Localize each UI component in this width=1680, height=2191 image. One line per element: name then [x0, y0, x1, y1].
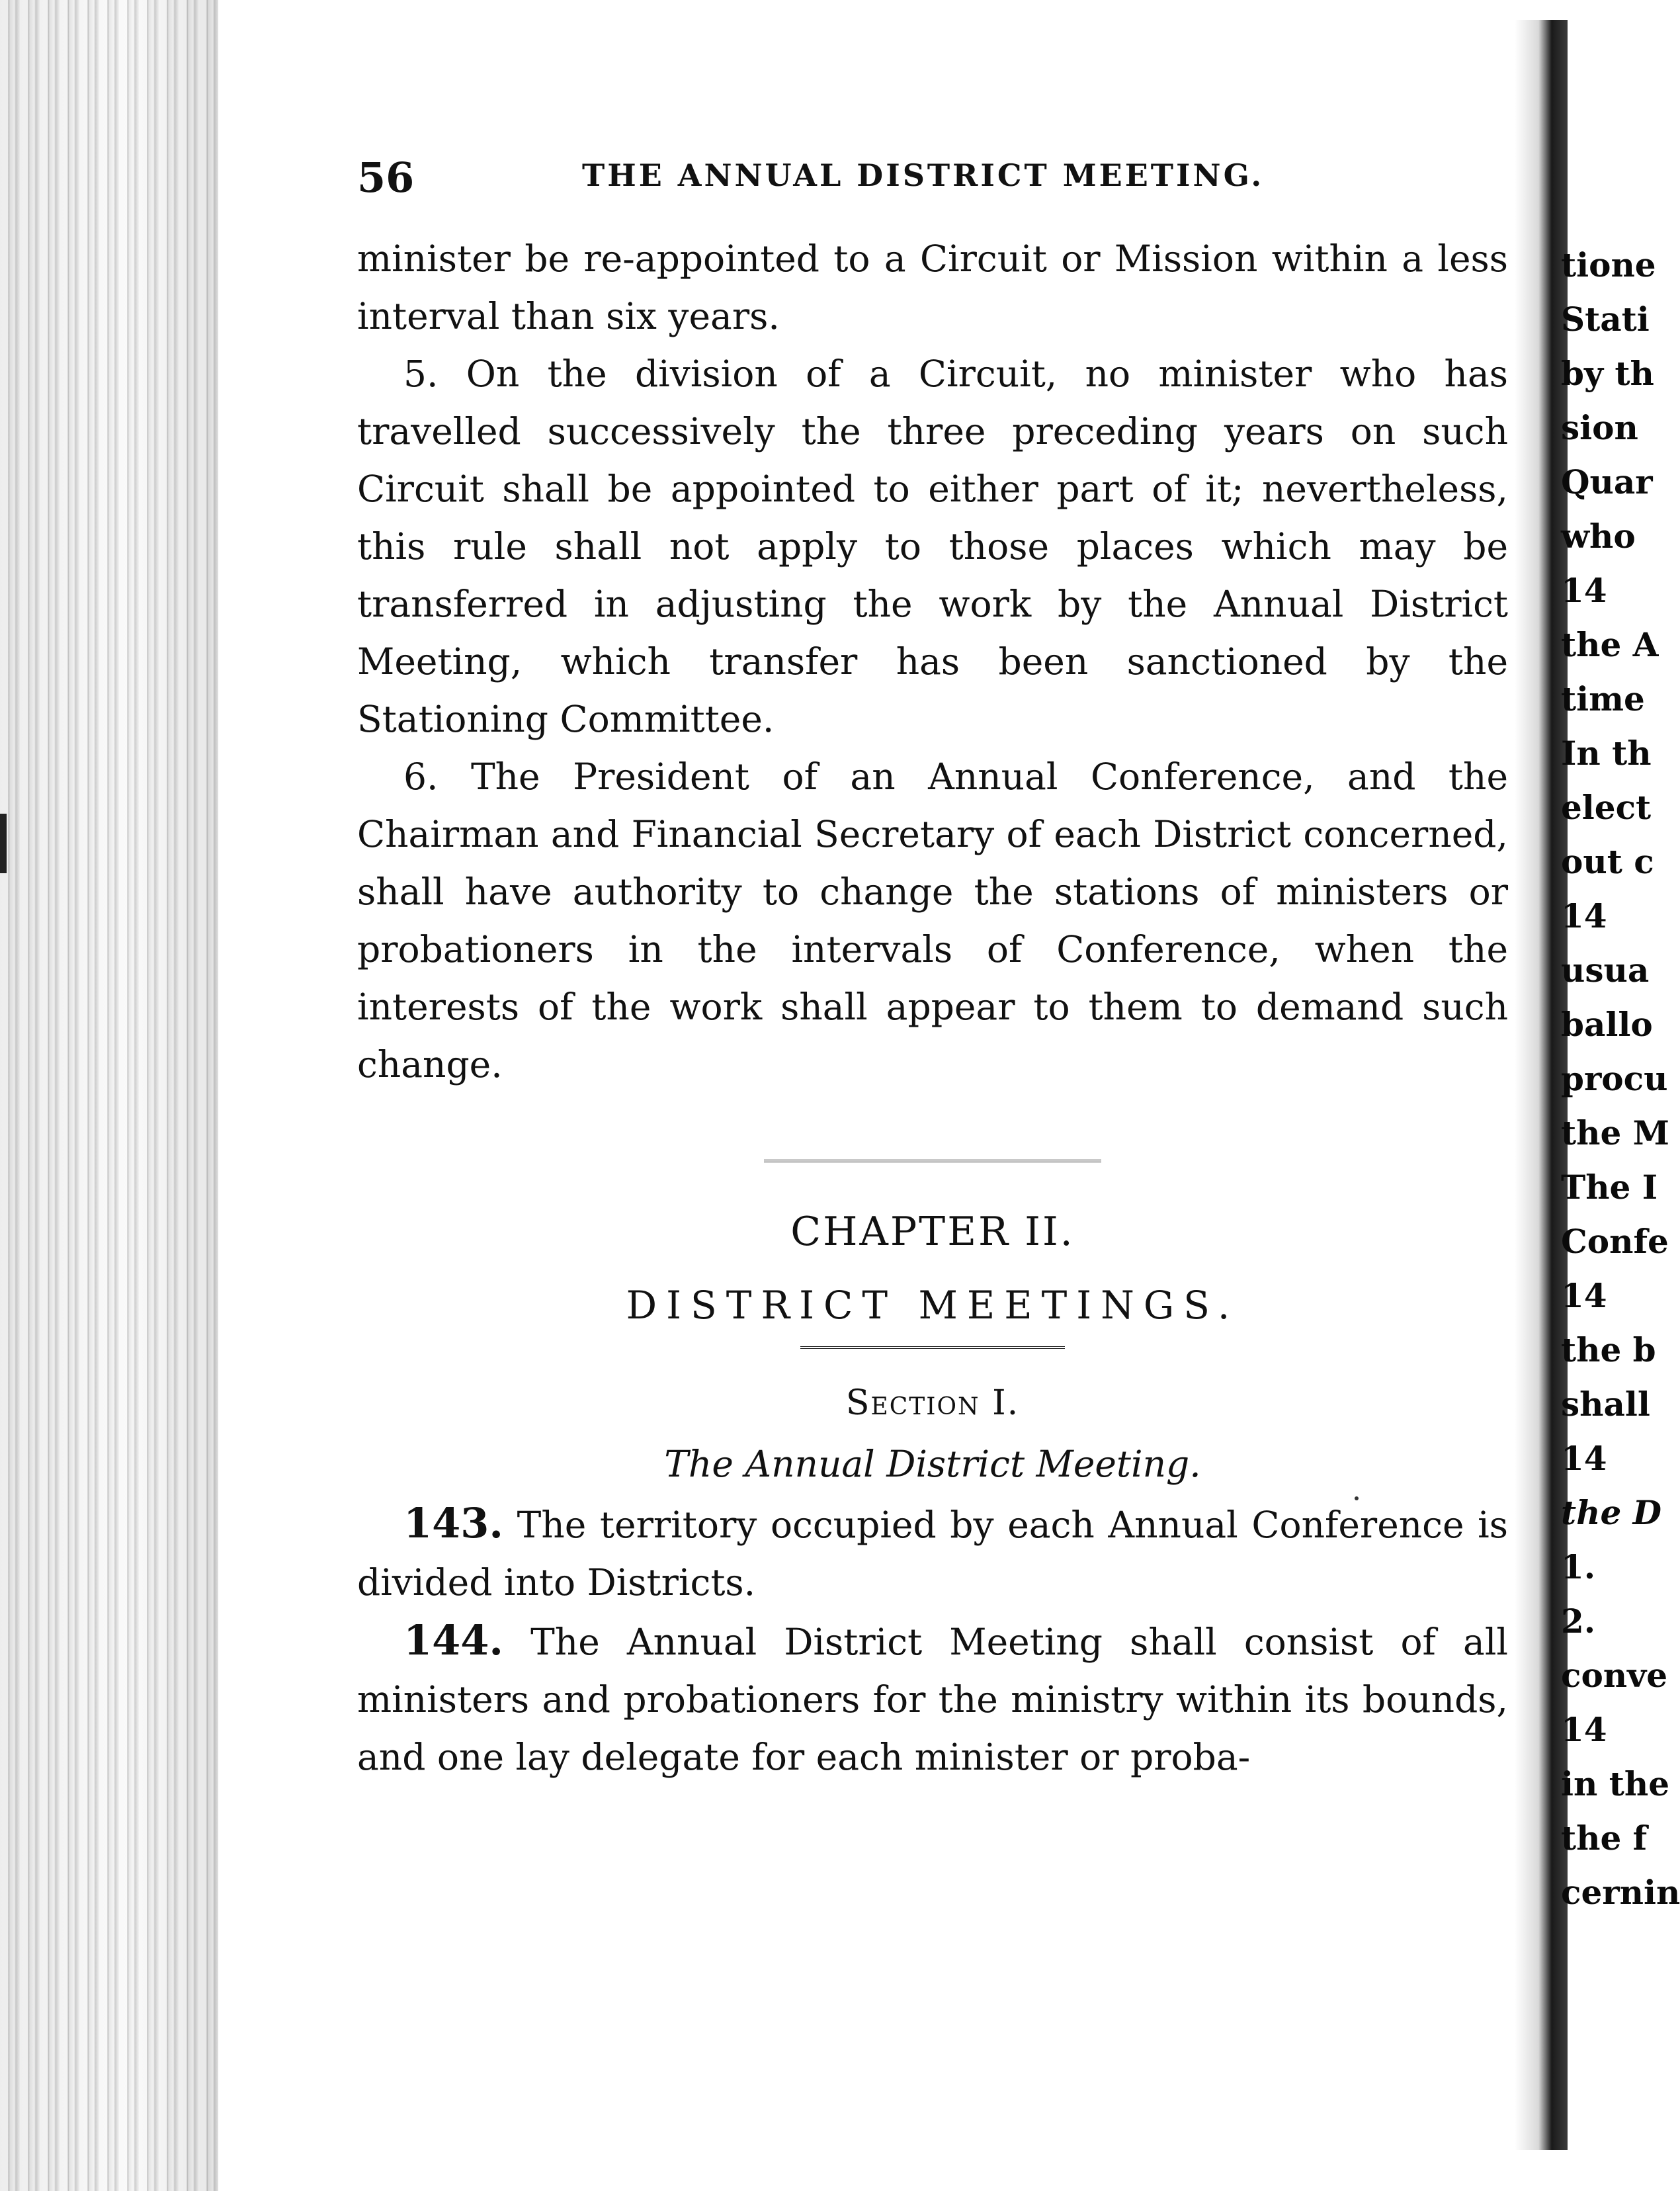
article-text: The Annual District Meeting shall consist of all ministers and probationers for the ministry within its bounds, and one lay delegate for each minister or proba- [357, 1621, 1508, 1778]
facing-page-line: sion [1561, 408, 1638, 447]
facing-page-line: the f [1561, 1819, 1648, 1858]
paragraph-continuation: minister be re-appointed to a Circuit or Mission within a less interval than six years. [357, 237, 1508, 337]
article-text: The territory occupied by each Annual Conference is divided into Districts. [357, 1504, 1508, 1604]
facing-page-line: Quar [1561, 462, 1653, 501]
facing-page-line: 14 [1561, 896, 1607, 935]
facing-page-line: out c [1561, 842, 1654, 881]
facing-page-line: shall [1561, 1385, 1650, 1424]
article-number: 143. [403, 1499, 504, 1547]
facing-page-line: In th [1561, 734, 1652, 773]
facing-page-line: procu [1561, 1059, 1668, 1098]
chapter-divider-rule [800, 1346, 1065, 1349]
facing-page-line: 14 [1561, 1710, 1607, 1749]
facing-page-fragment [1561, 238, 1680, 1991]
facing-page-line: tione [1561, 245, 1656, 284]
scan-edge-mark [0, 814, 7, 873]
article-144 [357, 1611, 1508, 1786]
book-page [357, 146, 1508, 1786]
facing-page-line: Confe [1561, 1222, 1669, 1261]
article-number: 144. [403, 1616, 504, 1664]
facing-page-line: 2. [1561, 1602, 1596, 1641]
facing-page-line: the M [1561, 1113, 1670, 1152]
chapter-title: CHAPTER II. [790, 1209, 1075, 1255]
running-head-title: THE ANNUAL DISTRICT MEETING. [582, 157, 1265, 193]
running-head [357, 146, 1508, 205]
facing-page-line: the D [1561, 1493, 1662, 1532]
paragraph-rule-5: 5. On the division of a Circuit, no minister who has travelled successively the three preceding years on such Circuit shall be appointed to either part of it; nevertheless, this rule shall not apply to those places which may be transferred in adjusting the work by the Annual District Meeting, which transfer has been sanctioned by the Stationing Committee. [357, 353, 1508, 740]
facing-page-line: conve [1561, 1656, 1668, 1695]
section-heading: Section I. [845, 1383, 1020, 1423]
facing-page-line: cernin [1561, 1873, 1680, 1912]
page-edge-shading [0, 0, 218, 2191]
facing-page-line: elect [1561, 788, 1652, 827]
facing-page-margin [1568, 2044, 1646, 2191]
facing-page-line: 14 [1561, 1439, 1607, 1478]
facing-page-line: time [1561, 679, 1645, 718]
paragraph-rule-6: 6. The President of an Annual Conference, and the Chairman and Financial Secretary of each District concerned, shall have authority to change the stations of ministers or probationers in the intervals of Conference, when the interests of the work shall appear to them to demand such change. [357, 755, 1508, 1086]
article-143 [357, 1494, 1508, 1611]
facing-page-line: by th [1561, 354, 1654, 393]
book-gutter [1515, 20, 1568, 2150]
page-number: 56 [357, 153, 415, 202]
print-speck [1355, 1496, 1359, 1500]
section-divider-rule [764, 1160, 1101, 1162]
section-title: The Annual District Meeting. [664, 1443, 1201, 1485]
facing-page-line: usua [1561, 951, 1650, 990]
facing-page-line: Stati [1561, 300, 1650, 339]
facing-page-line: ballo [1561, 1005, 1653, 1044]
facing-page-line: The I [1561, 1168, 1658, 1207]
facing-page-line: in the [1561, 1764, 1670, 1803]
facing-page-line: 1. [1561, 1547, 1596, 1586]
facing-page-line: 14 [1561, 571, 1607, 610]
facing-page-line: 14 [1561, 1276, 1607, 1315]
chapter-subtitle: DISTRICT MEETINGS. [626, 1283, 1239, 1328]
facing-page-line: who [1561, 517, 1636, 556]
facing-page-line: the A [1561, 625, 1659, 664]
facing-page-line: the b [1561, 1330, 1656, 1369]
